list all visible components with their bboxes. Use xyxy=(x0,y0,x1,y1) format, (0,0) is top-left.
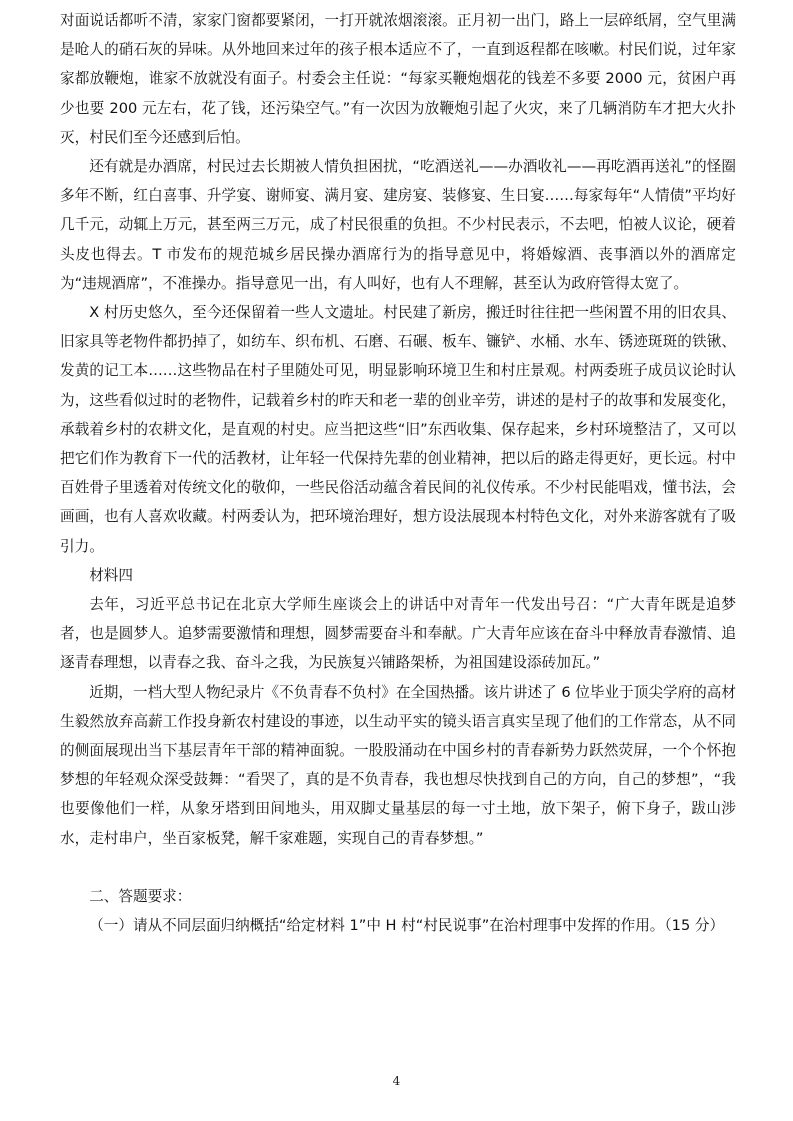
paragraph-firecrackers: 对面说话都听不清，家家门窗都要紧闭，一打开就浓烟滚滚。正月初一出门，路上一层碎纸屑，空气里满是呛人的硝石灰的异味。从外地回来过年的孩子根本适应不了，一直到返程都在咳嗽。村民们说，过年家家都放鞭炮，谁家不放就没有面子。村委会主任说：“每家买鞭炮烟花的钱差不多要 2000 元，贫困户再少也要 200 元左右，花了钱，还污染空气。”有一次因为放鞭炮引起了火灾，来了几辆消防车才把大火扑灭，村民们至今还感到后怕。 xyxy=(60,12,736,146)
page-number: 4 xyxy=(392,1074,401,1088)
document-body xyxy=(60,6,736,940)
paragraph-banquets: 还有就是办酒席，村民过去长期被人情负担困扰，“吃酒送礼——办酒收礼——再吃酒再送礼”的怪圈多年不断，红白喜事、升学宴、谢师宴、满月宴、建房宴、装修宴、生日宴……每家每年“人情债”平均好几千元，动辄上万元，甚至两三万元，成了村民很重的负担。不少村民表示，不去吧，怕被人议论，硬着头皮也得去。T 市发布的规范城乡居民操办酒席行为的指导意见中，将婚嫁酒、丧事酒以外的酒席定为“违规酒席”，不准操办。指导意见一出，有人叫好，也有人不理解，甚至认为政府管得太宽了。 xyxy=(60,158,736,292)
paragraph-documentary: 近期，一档大型人物纪录片《不负青春不负村》在全国热播。该片讲述了 6 位毕业于顶尖学府的高材生毅然放弃高薪工作投身新农村建设的事迹，以生动平实的镜头语言真实呈现了他们的工作常态，从不同的侧面展现出当下基层青年干部的精神面貌。一股股涌动在中国乡村的青春新势力跃然荧屏，一个个怀抱梦想的年轻观众深受鼓舞：“看哭了，真的是不负青春，我也想尽快找到自己的方向，自己的梦想”，“我也要像他们一样，从象牙塔到田间地头，用双脚丈量基层的每一寸土地，放下架子，俯下身子，跋山涉水，走村串户，坐百家板凳，解千家难题，实现自己的青春梦想。” xyxy=(60,683,736,847)
paragraph-old-objects: X 村历史悠久，至今还保留着一些人文遗址。村民建了新房，搬迁时往往把一些闲置不用的旧农具、旧家具等老物件都扔掉了，如纺车、织布机、石磨、石碾、板车、镰铲、水桶、水车、锈迹斑斑的铁锹、发黄的记工本……这些物品在村子里随处可见，明显影响环境卫生和村庄景观。村两委班子成员议论时认为，这些看似过时的老物件，记载着乡村的昨天和老一辈的创业辛劳，讲述的是村子的故事和发展变化，承载着乡村的农耕文化，是直观的村史。应当把这些“旧”东西收集、保存起来，乡村环境整洁了，又可以把它们作为教育下一代的活教材，让年轻一代保持先辈的创业精神，把以后的路走得更好，更长远。村中百姓骨子里透着对传统文化的敬仰，一些民俗活动蕴含着民间的礼仪传承。不少村民能唱戏，懂书法，会画画，也有人喜欢收藏。村两委认为，把环境治理好，想方设法展现本村特色文化，对外来游客就有了吸引力。 xyxy=(60,304,736,555)
question-one: （一）请从不同层面归纳概括“给定材料 1”中 H 村“村民说事”在治村理事中发挥的作用。（15 分） xyxy=(89,917,725,935)
paragraph-youth-call: 去年，习近平总书记在北京大学师生座谈会上的讲话中对青年一代发出号召：“广大青年既是追梦者，也是圆梦人。追梦需要激情和理想，圆梦需要奋斗和奉献。广大青年应该在奋斗中释放青春激情、追逐青春理想，以青春之我、奋斗之我，为民族复兴铺路架桥，为祖国建设添砖加瓦。” xyxy=(60,596,736,672)
material-four-heading: 材料四 xyxy=(89,566,133,584)
spacer xyxy=(60,853,736,882)
section-heading: 二、答题要求： xyxy=(89,887,192,905)
